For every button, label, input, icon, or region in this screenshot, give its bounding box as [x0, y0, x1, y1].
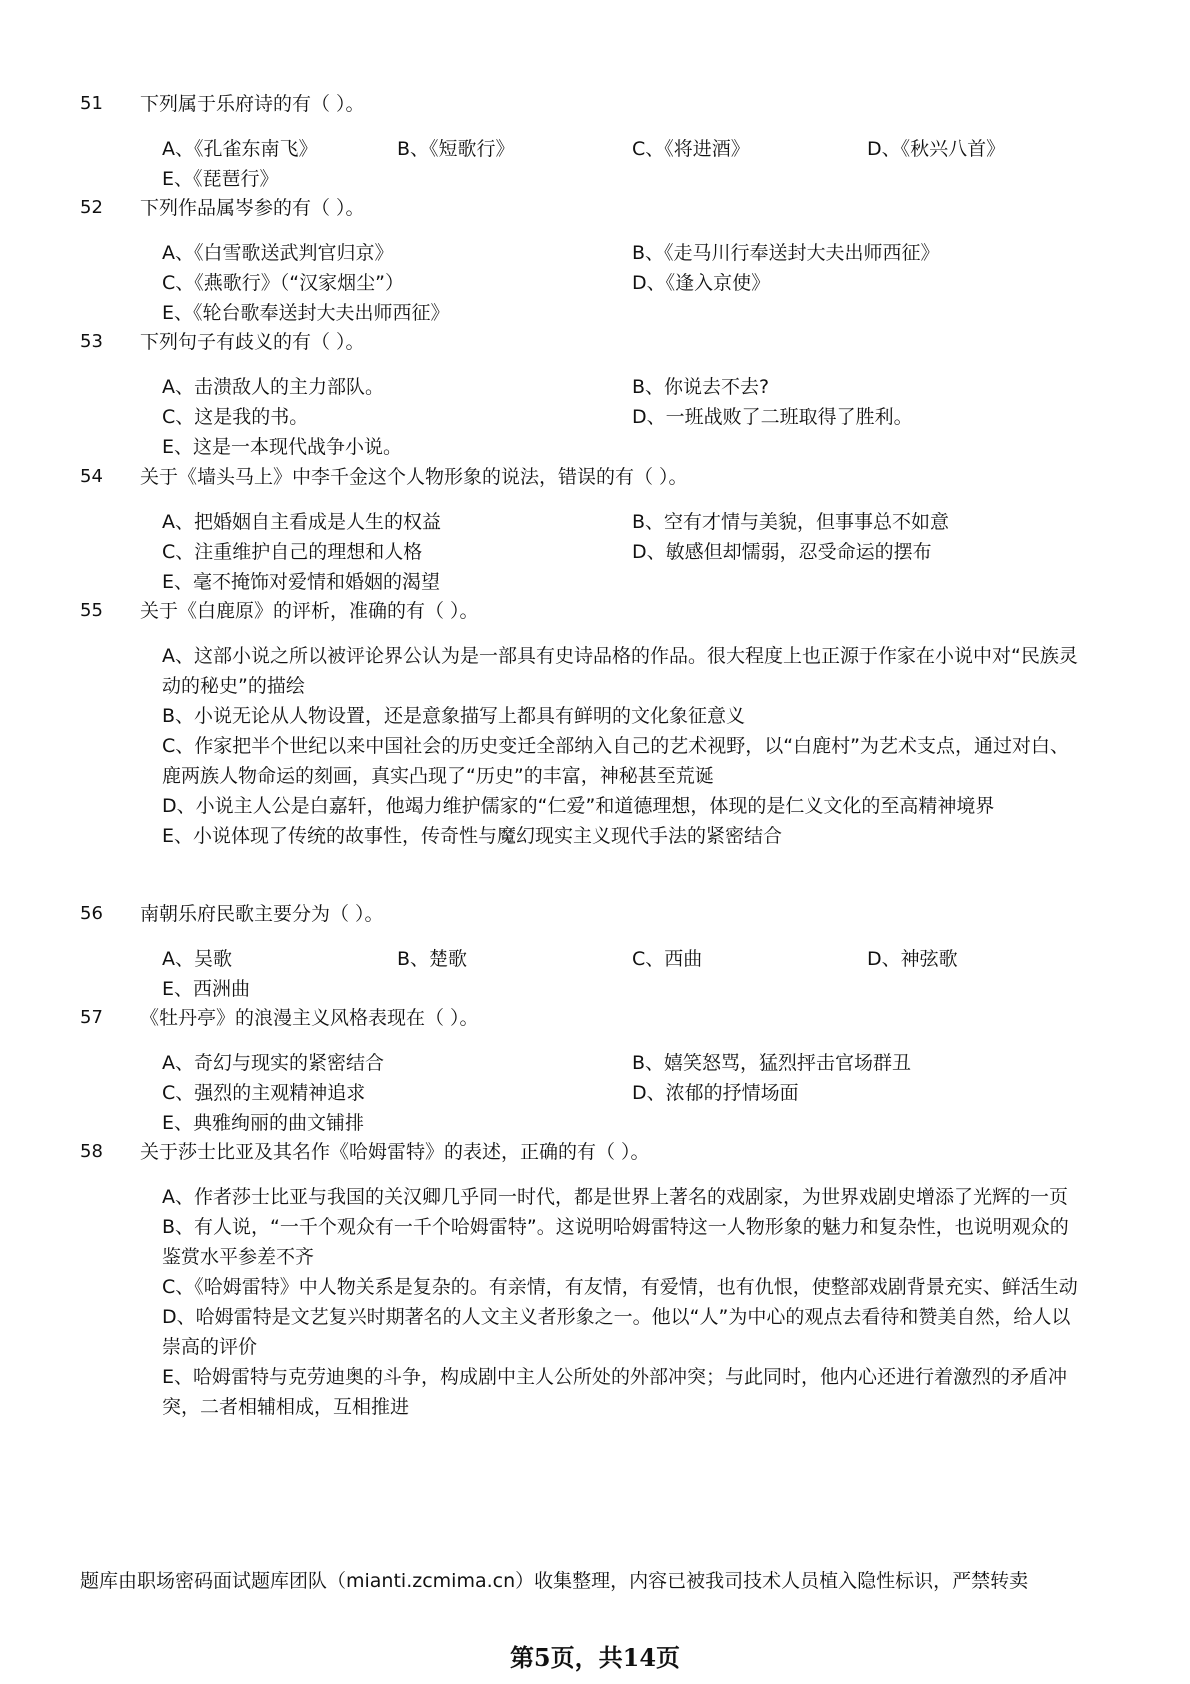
- option-d: D、浓郁的抒情场面: [632, 1082, 799, 1104]
- option-d: D、神弦歌: [867, 948, 958, 970]
- option-b: B、有人说，“一千个观众有一千个哈姆雷特”。这说明哈姆雷特这一人物形象的魅力和复杂性，也说明观众的鉴赏水平参差不齐: [162, 1216, 1069, 1268]
- option-e: E、典雅绚丽的曲文铺排: [162, 1112, 365, 1134]
- option-list: [0, 134, 1190, 194]
- question-header: [0, 193, 1190, 223]
- question-text: 关于《墙头马上》中李千金这个人物形象的说法，错误的有（ ）。: [140, 466, 688, 488]
- option-row: [0, 1048, 1190, 1078]
- question-text: 下列句子有歧义的有（ ）。: [140, 331, 365, 353]
- option-row: [0, 974, 1190, 1004]
- question-number: 58: [80, 1141, 103, 1162]
- option-b: B、空有才情与美貌，但事事总不如意: [632, 511, 950, 533]
- option-a: A、《孔雀东南飞》: [162, 138, 318, 160]
- option-c: C、注重维护自己的理想和人格: [162, 541, 423, 563]
- option-e: E、《轮台歌奉送封大夫出师西征》: [162, 302, 450, 324]
- question-7: [0, 1137, 1190, 1422]
- question-3: [0, 462, 1190, 597]
- option-row: [0, 238, 1190, 268]
- option-a: A、把婚姻自主看成是人生的权益: [162, 511, 441, 533]
- question-text: 关于莎士比亚及其名作《哈姆雷特》的表述，正确的有（ ）。: [140, 1141, 650, 1163]
- question-text: 下列作品属岑参的有（ ）。: [140, 197, 365, 219]
- question-number: 51: [80, 93, 103, 114]
- question-text: 南朝乐府民歌主要分为（ ）。: [140, 903, 384, 925]
- question-number: 55: [80, 600, 103, 621]
- option-list: [0, 372, 1190, 462]
- option-e: E、小说体现了传统的故事性，传奇性与魔幻现实主义现代手法的紧密结合: [162, 825, 783, 847]
- option-a: A、奇幻与现实的紧密结合: [162, 1052, 384, 1074]
- question-number: 54: [80, 466, 103, 487]
- option-a: A、作者莎士比亚与我国的关汉卿几乎同一时代，都是世界上著名的戏剧家，为世界戏剧史增添了光辉的一页: [162, 1186, 1069, 1208]
- option-row: [0, 402, 1190, 432]
- option-list: [0, 1182, 1190, 1422]
- option-row: [0, 134, 1190, 164]
- option-d: D、《逢入京使》: [632, 272, 771, 294]
- option-row: [0, 268, 1190, 298]
- option-e: E、西洲曲: [162, 978, 251, 1000]
- option-a: A、这部小说之所以被评论界公认为是一部具有史诗品格的作品。很大程度上也正源于作家在小说中对“民族灵动的秘史”的描绘: [162, 645, 1078, 697]
- option-e: E、哈姆雷特与克劳迪奥的斗争，构成剧中主人公所处的外部冲突；与此同时，他内心还进行着激烈的矛盾冲突，二者相辅相成，互相推进: [162, 1366, 1068, 1418]
- question-1: [0, 193, 1190, 328]
- option-c: C、西曲: [632, 948, 703, 970]
- option-row: [0, 537, 1190, 567]
- option-b: B、《走马川行奉送封大夫出师西征》: [632, 242, 940, 264]
- page-number: 第5页，共14页: [509, 1643, 681, 1672]
- option-row: [0, 1078, 1190, 1108]
- option-a: A、击溃敌人的主力部队。: [162, 376, 384, 398]
- option-b: B、小说无论从人物设置，还是意象描写上都具有鲜明的文化象征意义: [162, 705, 746, 727]
- option-c: C、这是我的书。: [162, 406, 309, 428]
- option-a: A、吴歌: [162, 948, 232, 970]
- option-d: D、小说主人公是白嘉轩，他竭力维护儒家的“仁爱”和道德理想，体现的是仁义文化的至高精神境界: [162, 795, 995, 817]
- option-row: [0, 372, 1190, 402]
- option-b: B、《短歌行》: [397, 138, 515, 160]
- question-4: [0, 596, 1190, 851]
- option-row: [0, 567, 1190, 597]
- option-list: [0, 944, 1190, 1004]
- question-text: 《牡丹亭》的浪漫主义风格表现在（ ）。: [140, 1007, 479, 1029]
- question-number: 52: [80, 197, 103, 218]
- question-0: [0, 89, 1190, 194]
- option-row: [0, 298, 1190, 328]
- option-e: E、《琵琶行》: [162, 168, 279, 190]
- question-5: [0, 899, 1190, 1004]
- question-header: [0, 596, 1190, 626]
- option-row: [0, 1108, 1190, 1138]
- question-header: [0, 1137, 1190, 1167]
- option-c: C、《将进酒》: [632, 138, 750, 160]
- option-e: E、这是一本现代战争小说。: [162, 436, 403, 458]
- question-header: [0, 1003, 1190, 1033]
- option-c: C、强烈的主观精神追求: [162, 1082, 366, 1104]
- option-row: [0, 507, 1190, 537]
- option-list: [0, 238, 1190, 328]
- option-list: [0, 507, 1190, 597]
- option-c: C、《燕歌行》（“汉家烟尘”）: [162, 272, 404, 294]
- option-d: D、敏感但却懦弱，忍受命运的摆布: [632, 541, 932, 563]
- question-header: [0, 89, 1190, 119]
- question-text: 下列属于乐府诗的有（ ）。: [140, 93, 365, 115]
- option-row: [0, 164, 1190, 194]
- option-b: B、你说去不去?: [632, 376, 770, 398]
- question-2: [0, 327, 1190, 462]
- question-header: [0, 462, 1190, 492]
- question-header: [0, 899, 1190, 929]
- option-row: [0, 432, 1190, 462]
- option-d: D、一班战败了二班取得了胜利。: [632, 406, 913, 428]
- option-b: B、楚歌: [397, 948, 468, 970]
- option-c: C、《哈姆雷特》中人物关系是复杂的。有亲情，有友情，有爱情，也有仇恨，使整部戏剧背景充实、鲜活生动: [162, 1276, 1078, 1298]
- option-d: D、《秋兴八首》: [867, 138, 1006, 160]
- option-list: [0, 641, 1190, 851]
- option-c: C、作家把半个世纪以来中国社会的历史变迁全部纳入自己的艺术视野，以“白鹿村”为艺术支点，通过对白、鹿两族人物命运的刻画，真实凸现了“历史”的丰富，神秘甚至荒诞: [162, 735, 1069, 787]
- option-d: D、哈姆雷特是文艺复兴时期著名的人文主义者形象之一。他以“人”为中心的观点去看待和赞美自然，给人以崇高的评价: [162, 1306, 1071, 1358]
- question-6: [0, 1003, 1190, 1138]
- question-text: 关于《白鹿原》的评析，准确的有（ ）。: [140, 600, 479, 622]
- footer-note: 题库由职场密码面试题库团队（mianti.zcmima.cn）收集整理，内容已被我司技术人员植入隐性标识，严禁转卖: [80, 1570, 1029, 1592]
- option-b: B、嬉笑怒骂，猛烈抨击官场群丑: [632, 1052, 912, 1074]
- option-row: [0, 944, 1190, 974]
- question-number: 57: [80, 1007, 103, 1028]
- question-number: 56: [80, 903, 103, 924]
- question-header: [0, 327, 1190, 357]
- option-a: A、《白雪歌送武判官归京》: [162, 242, 394, 264]
- option-list: [0, 1048, 1190, 1138]
- option-e: E、毫不掩饰对爱情和婚姻的渴望: [162, 571, 441, 593]
- question-number: 53: [80, 331, 103, 352]
